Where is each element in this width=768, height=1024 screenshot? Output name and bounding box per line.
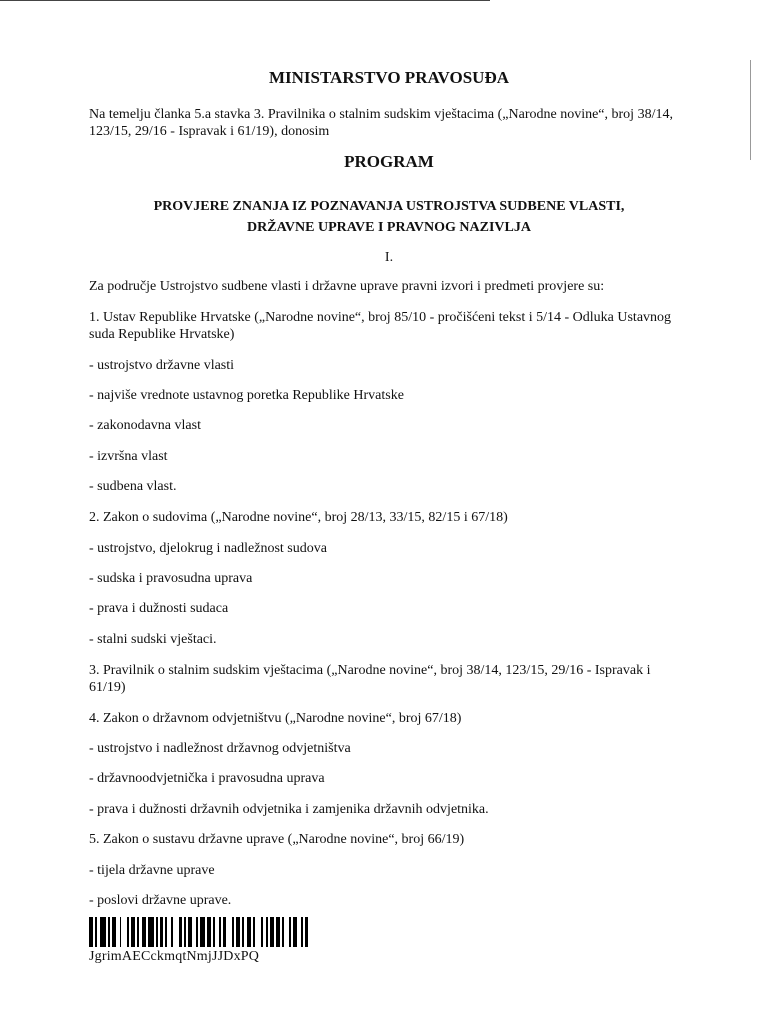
list-item: - ustrojstvo, djelokrug i nadležnost sudova <box>89 541 327 556</box>
list-item: - prava i dužnosti sudaca <box>89 601 229 616</box>
program-title: PROGRAM <box>344 152 434 171</box>
list-item: - državnoodvjetnička i pravosudna uprava <box>89 771 325 786</box>
list-item: - tijela državne uprave <box>89 863 215 878</box>
program-subtitle-line1: PROVJERE ZNANJA IZ POZNAVANJA USTROJSTVA SUDBENE VLASTI, <box>153 199 625 214</box>
list-item: - poslovi državne uprave. <box>89 893 232 908</box>
list-item: - ustrojstvo državne vlasti <box>89 358 235 373</box>
section-number: I. <box>384 250 394 265</box>
list-item: - sudska i pravosudna uprava <box>89 571 253 586</box>
program-subtitle <box>89 196 689 238</box>
barcode-text: JgrimAECckmqtNmjJJDxPQ <box>89 949 260 964</box>
list-item: 3. Pravilnik o stalnim sudskim vještacima („Narodne novine“, broj 38/14, 123/15, 29/16 - Ispravak i 61/19) <box>89 663 651 695</box>
list-item: 4. Zakon o državnom odvjetništvu („Narodne novine“, broj 67/18) <box>89 711 462 726</box>
section-intro: Za područje Ustrojstvo sudbene vlasti i državne uprave pravni izvori i predmeti provjere su: <box>89 279 605 294</box>
list-item: - zakonodavna vlast <box>89 418 201 433</box>
scan-top-border <box>0 0 490 1</box>
list-item: 5. Zakon o sustavu državne uprave („Narodne novine“, broj 66/19) <box>89 832 465 847</box>
intro-paragraph: Na temelju članka 5.a stavka 3. Pravilnika o stalnim sudskim vještacima („Narodne novine“, broj 38/14, 123/15, 29/16 - Ispravak i 61/19), donosim <box>89 107 673 139</box>
list-item: - ustrojstvo i nadležnost državnog odvjetništva <box>89 741 351 756</box>
program-subtitle-line2: DRŽAVNE UPRAVE I PRAVNOG NAZIVLJA <box>247 220 531 235</box>
list-item: - sudbena vlast. <box>89 479 177 494</box>
ministry-heading: MINISTARSTVO PRAVOSUĐA <box>268 68 510 87</box>
list-item: - prava i dužnosti državnih odvjetnika i zamjenika državnih odvjetnika. <box>89 802 489 817</box>
barcode <box>89 917 311 947</box>
list-item: 1. Ustav Republike Hrvatske („Narodne novine“, broj 85/10 - pročišćeni tekst i 5/14 - Odluka Ustavnog suda Republike Hrvatske) <box>89 310 672 342</box>
scan-margin-mark <box>750 60 751 160</box>
list-item: - stalni sudski vještaci. <box>89 632 217 647</box>
list-item: - izvršna vlast <box>89 449 168 464</box>
list-item: - najviše vrednote ustavnog poretka Republike Hrvatske <box>89 388 404 403</box>
list-item: 2. Zakon o sudovima („Narodne novine“, broj 28/13, 33/15, 82/15 i 67/18) <box>89 510 508 525</box>
